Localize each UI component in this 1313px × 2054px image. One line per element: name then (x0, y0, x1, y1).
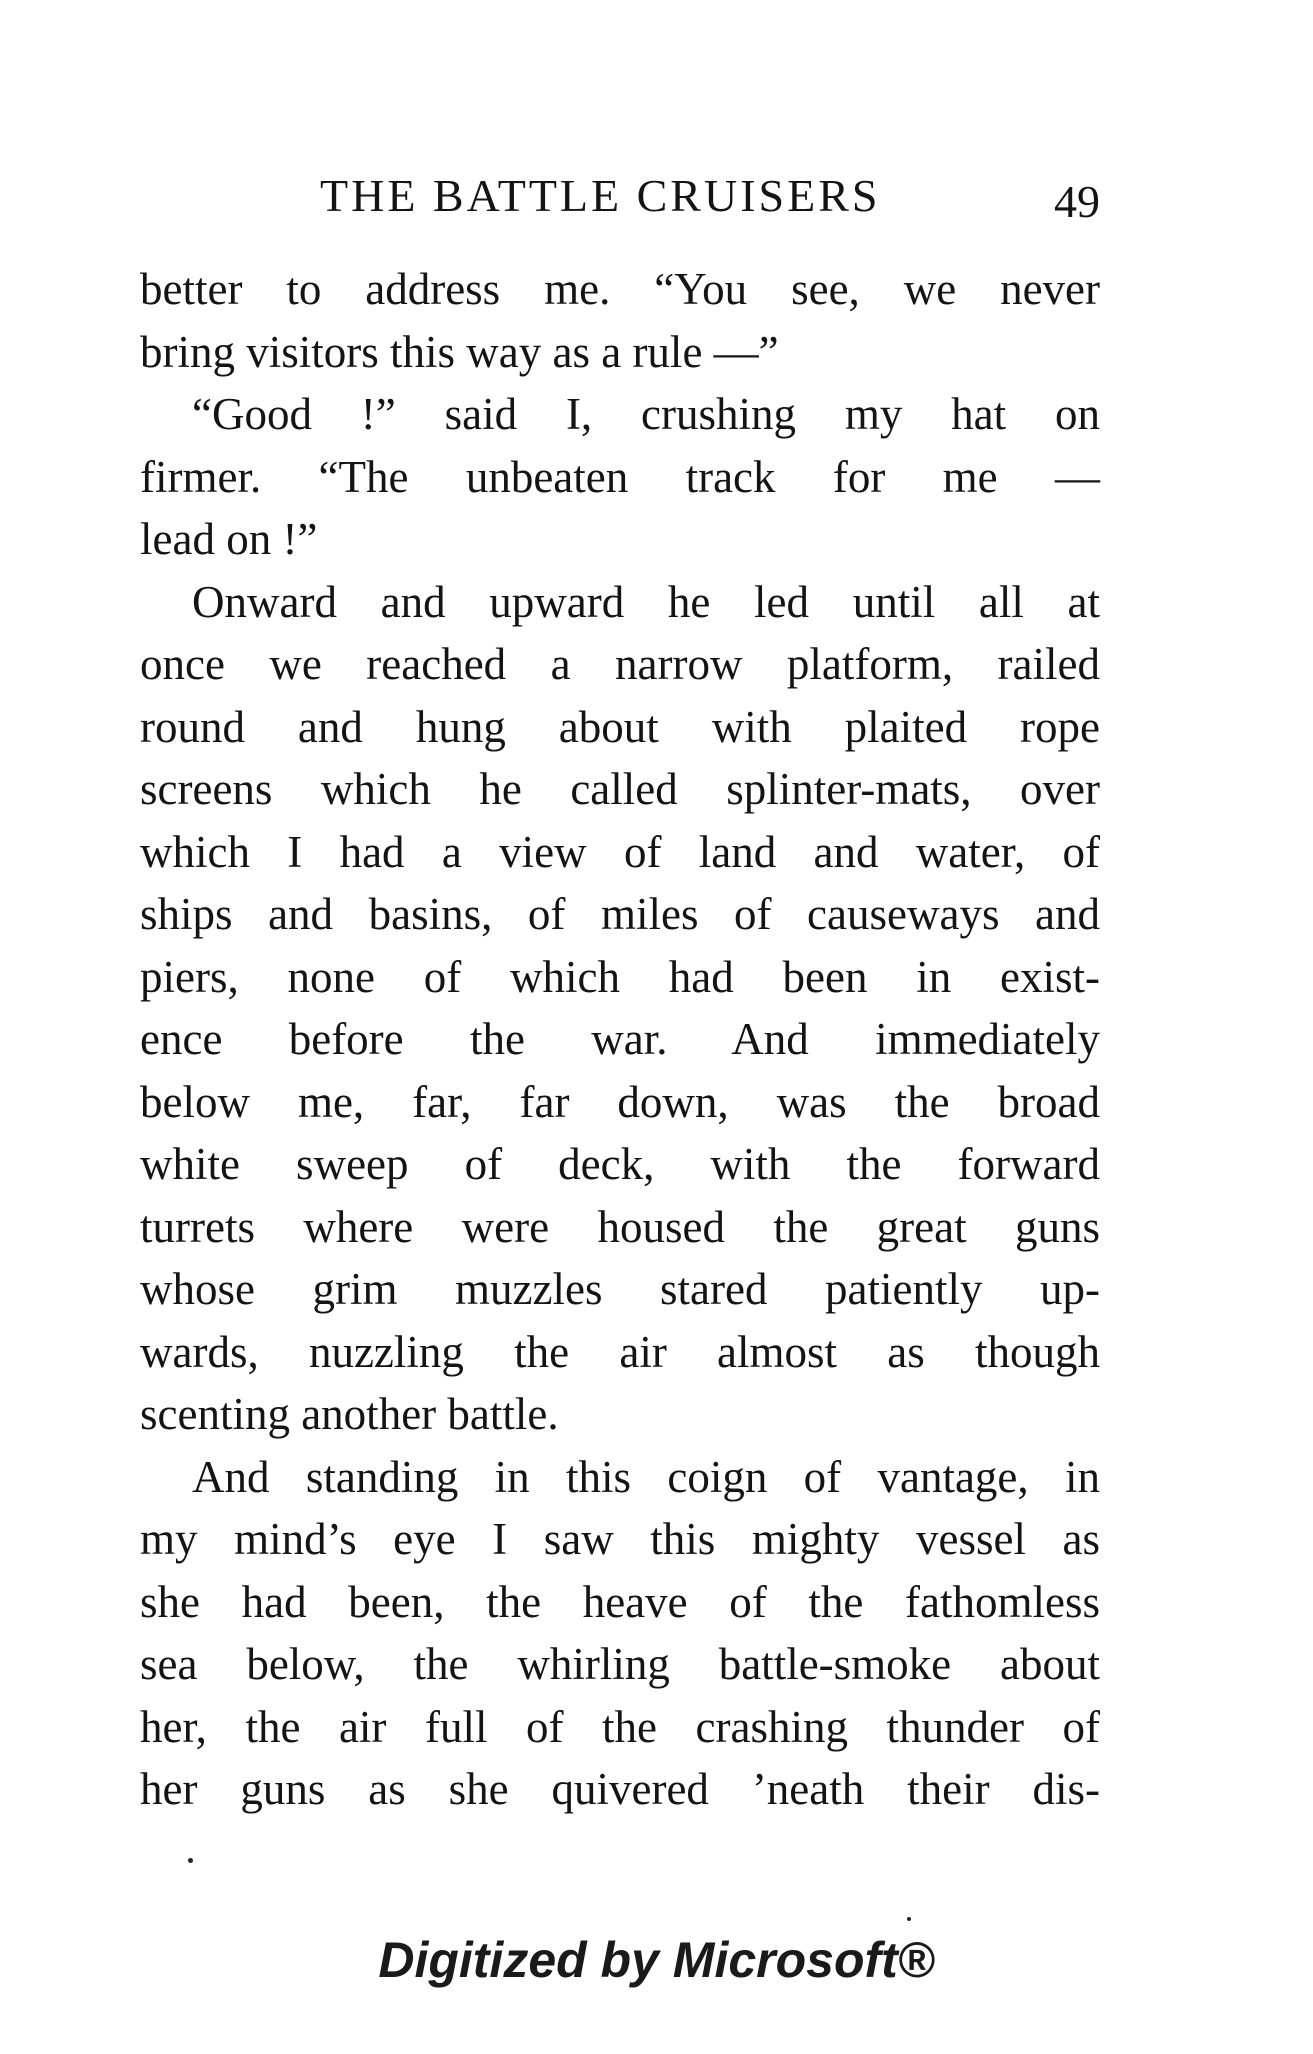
text-line: screens which he called splinter-mats, over (140, 764, 1100, 814)
text-line: her, the air full of the crashing thunder of (140, 1701, 1100, 1752)
page-number: 49 (1054, 176, 1100, 227)
text-line: And standing in this coign of vantage, in (192, 1451, 1100, 1502)
text-line: she had been, the heave of the fathomless (140, 1576, 1100, 1627)
body-text (140, 258, 1100, 1821)
text-line: my mind’s eye I saw this mighty vessel as (140, 1514, 1100, 1564)
text-line: scenting another battle. (140, 1389, 559, 1439)
stray-mark (188, 1858, 193, 1863)
text-line: sea below, the whirling battle-smoke about (140, 1639, 1100, 1689)
text-line: once we reached a narrow platform, railed (140, 639, 1100, 689)
text-line: ships and basins, of miles of causeways and (140, 889, 1100, 939)
text-line: turrets where were housed the great guns (140, 1201, 1100, 1252)
running-head-title: THE BATTLE CRUISERS (320, 170, 881, 221)
text-line: better to address me. “You see, we never (140, 264, 1100, 314)
text-line: bring visitors this way as a rule —” (140, 326, 779, 377)
text-line: “Good !” said I, crushing my hat on (192, 389, 1100, 439)
text-line: wards, nuzzling the air almost as though (140, 1326, 1100, 1377)
text-line: piers, none of which had been in exist- (140, 951, 1100, 1002)
text-line: ence before the war. And immediately (140, 1014, 1100, 1064)
stray-mark (907, 1917, 911, 1921)
text-line: Onward and upward he led until all at (192, 576, 1100, 627)
text-line: which I had a view of land and water, of (140, 826, 1100, 877)
text-line: lead on !” (140, 514, 318, 564)
text-line: round and hung about with plaited rope (140, 701, 1100, 752)
text-line: her guns as she quivered ’neath their dis- (140, 1764, 1100, 1814)
running-head (140, 166, 1100, 226)
text-line: white sweep of deck, with the forward (140, 1139, 1100, 1189)
text-line: below me, far, far down, was the broad (140, 1076, 1100, 1127)
text-line: whose grim muzzles stared patiently up- (140, 1264, 1100, 1314)
digitization-watermark: Digitized by Microsoft® (378, 1932, 935, 1988)
text-line: firmer. “The unbeaten track for me — (140, 451, 1100, 502)
